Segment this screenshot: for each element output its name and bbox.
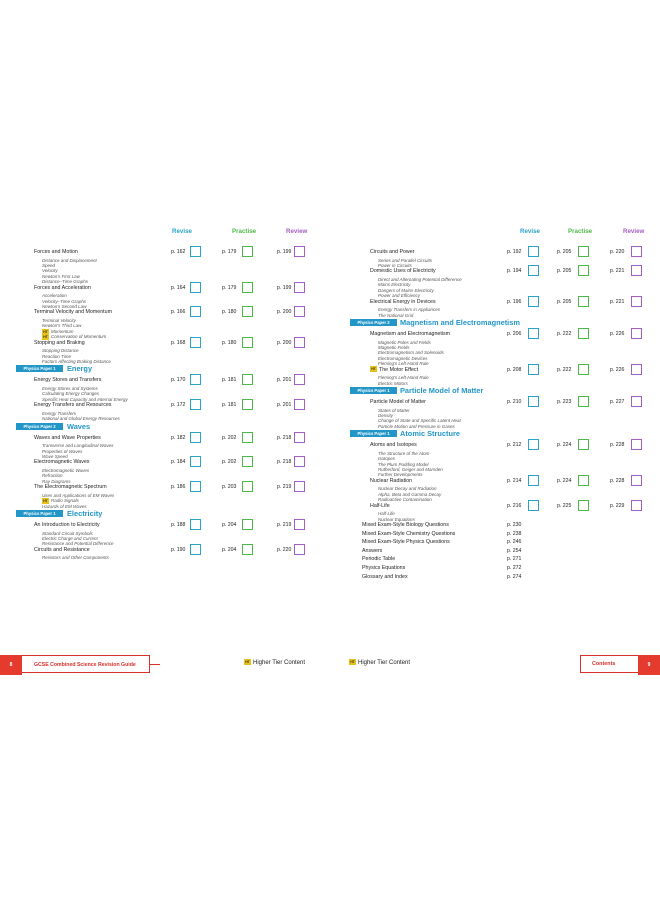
topic-label: Mixed Exam-Style Biology Questions [362,522,449,528]
topic-label: Waves and Wave Properties [34,434,101,441]
review-checkbox[interactable] [631,396,642,407]
appendix-item [342,538,660,546]
topic-item [342,267,660,275]
revise-checkbox[interactable] [190,337,201,348]
topic-item [342,441,660,449]
topic-item [12,248,330,256]
practise-checkbox[interactable] [578,396,589,407]
subtopic-label: Terminal Velocity [42,318,76,323]
review-checkbox[interactable] [631,246,642,257]
revise-checkbox[interactable] [190,456,201,467]
practise-checkbox[interactable] [242,544,253,555]
subtopic-label: Acceleration [42,293,67,299]
subtopic-label: Velocity–Time Graphs [42,298,87,304]
revise-page-ref: p. 210 [507,399,522,405]
paper-badge: Physics Paper 1 [350,387,397,394]
subtopic-item [12,554,330,562]
revise-checkbox[interactable] [190,374,201,385]
practise-page-ref: p. 179 [222,284,237,291]
subtopic-label: Reaction Time [42,353,71,359]
practise-checkbox[interactable] [578,439,589,450]
review-page-ref: p. 201 [277,402,292,409]
section-header [12,365,330,373]
topic-label: Nuclear Radiation [370,477,413,484]
review-page-ref: p. 219 [277,484,292,491]
subtopic-label: Distance–Time Graphs [42,279,88,285]
review-checkbox[interactable] [631,328,642,339]
subtopic-label: Fleming's Left-Hand Rule [378,375,429,381]
revise-checkbox[interactable] [190,282,201,293]
review-checkbox[interactable] [631,475,642,486]
section-title: Particle Model of Matter [400,386,484,395]
topic-label: Circuits and Power [370,249,415,255]
review-checkbox[interactable] [631,439,642,450]
subtopic-label: Transverse and Longitudinal Waves [42,443,114,449]
subtopic-label: Resistors and Other Components [42,555,109,561]
practise-page-ref: p. 204 [222,546,237,553]
subtopic-label: Refraction [42,473,63,479]
appendix-page-ref: p. 274 [507,573,522,580]
practise-checkbox[interactable] [578,328,589,339]
subtopic-label: Stopping Distance [42,348,79,354]
revise-page-ref: p. 164 [171,284,186,291]
section-header [12,423,330,431]
subtopic-label: Wave Speed [42,454,68,459]
paper-badge: Physics Paper 1 [16,510,63,517]
appendix-page-ref: p. 271 [507,556,522,563]
higher-tier-label: Higher Tier Content [253,660,306,666]
appendix-page-ref: p. 254 [507,547,522,554]
section-header [342,430,660,438]
topic-label: Particle Model of Matter [370,399,426,405]
subtopic-label: Electromagnetism and Solenoids [378,350,444,356]
higher-tier-key-right [349,658,410,668]
topic-label: Atoms and Isotopes [370,442,417,449]
review-checkbox[interactable] [631,364,642,375]
review-page-ref: p. 226 [610,366,625,373]
practise-checkbox[interactable] [242,337,253,348]
practise-page-ref: p. 203 [222,484,237,491]
practise-checkbox[interactable] [578,296,589,307]
topic-label: Mixed Exam-Style Chemistry Questions [362,530,456,537]
topic-item [12,308,330,316]
revise-checkbox[interactable] [528,396,539,407]
revise-checkbox[interactable] [190,432,201,443]
revise-page-ref: p. 172 [171,402,186,409]
review-header: Review [286,228,308,235]
subtopic-label: Electromagnetic Waves [42,468,90,473]
review-checkbox[interactable] [631,500,642,511]
practise-page-ref: p. 202 [222,434,237,441]
topic-label: Half-Life [370,502,390,509]
subtopic-label: States of Matter [378,407,410,413]
subtopic-label: Nuclear Decay and Radiation [378,486,437,492]
practise-page-ref: p. 205 [557,249,572,255]
topic-label: Electrical Energy in Devices [370,298,436,305]
subtopic-label: The Structure of the Atom [378,450,430,456]
topic-item [342,366,660,374]
subtopic-label: Half-Life [378,511,395,517]
page-number-right: 9 [638,655,660,675]
revise-page-ref: p. 212 [507,442,522,449]
revise-checkbox[interactable] [190,246,201,257]
practise-page-ref: p. 223 [557,399,572,405]
subtopic-label: Factors Affecting Braking Distance [42,359,111,364]
review-page-ref: p. 229 [610,502,625,509]
section-title: Waves [67,421,91,431]
subtopic-label: Series and Parallel Circuits [378,257,433,263]
subtopic-label: Isotopes [378,456,396,462]
revise-checkbox[interactable] [528,246,539,257]
practise-checkbox[interactable] [242,481,253,492]
revise-page-ref: p. 186 [171,484,186,491]
subtopic-label: Nuclear Equations [378,516,415,522]
topic-label: The Motor Effect [379,366,419,373]
practise-page-ref: p. 224 [557,442,572,449]
revise-page-ref: p. 208 [507,366,522,373]
higher-tier-key-left [244,658,305,668]
review-page-ref: p. 199 [277,284,292,291]
topic-item [342,248,660,256]
subtopic-label: The Plum Pudding Model [378,461,429,467]
revise-page-ref: p. 168 [171,339,186,346]
review-page-ref: p. 220 [610,249,625,255]
appendix-item [342,521,660,529]
review-checkbox[interactable] [294,306,305,317]
subtopic-label: Ray Diagrams [42,478,71,484]
subtopic-label: Distance and Displacement [42,257,97,263]
appendix-item [342,555,660,563]
subtopic-label: Conservation of Momentum [51,334,107,340]
revise-header: Revise [520,228,540,235]
topic-item [342,502,660,510]
subtopic-label: Properties of Waves [42,448,83,454]
revise-checkbox[interactable] [528,328,539,339]
revise-checkbox[interactable] [528,265,539,276]
subtopic-label: Momentum [51,328,74,334]
revise-checkbox[interactable] [528,296,539,307]
review-page-ref: p. 199 [277,249,292,255]
review-checkbox[interactable] [294,337,305,348]
practise-page-ref: p. 180 [222,339,237,346]
revise-page-ref: p. 190 [171,546,186,553]
higher-tier-icon: HT [245,660,250,665]
subtopic-label: Electric Motors [378,380,408,386]
practise-checkbox[interactable] [242,246,253,257]
topic-label: An Introduction to Electricity [34,522,100,528]
revise-checkbox[interactable] [528,364,539,375]
subtopic-label: Newton's Third Law [42,323,82,329]
subtopic-label: Specific Heat Capacity and Internal Energy [42,396,128,402]
practise-page-ref: p. 222 [557,366,572,373]
subtopic-label: Radioactive Contamination [378,497,432,503]
appendix-item [342,547,660,555]
practise-page-ref: p. 205 [557,268,572,275]
topic-item [12,483,330,491]
revise-page-ref: p. 206 [507,331,522,337]
practise-checkbox[interactable] [242,374,253,385]
subtopic-label: Speed [42,263,56,268]
topic-item [12,339,330,347]
review-checkbox[interactable] [294,246,305,257]
review-page-ref: p. 200 [277,309,292,316]
paper-badge: Physics Paper 1 [350,430,397,437]
topic-item [342,477,660,485]
paper-badge: Physics Paper 2 [16,423,63,430]
practise-page-ref: p. 225 [557,502,572,509]
paper-badge: Physics Paper 1 [16,365,63,372]
topic-label: Glossary and Index [362,573,408,580]
subtopic-label: Standard Circuit Symbols [42,530,93,536]
topic-label: Energy Stores and Transfers [34,377,102,384]
subtopic-label: Newton's Second Law [42,304,87,309]
review-checkbox[interactable] [294,519,305,530]
section-title: Electricity [67,509,103,518]
revise-checkbox[interactable] [528,500,539,511]
subtopic-label: The National Grid [378,312,414,318]
section-header [12,510,330,518]
topic-item [12,546,330,554]
contents-tab [580,655,660,675]
higher-tier-icon: HT [43,329,48,334]
subtopic-label: Velocity [42,268,58,274]
subtopic-label: Hazards of EM Waves [42,503,87,509]
review-checkbox[interactable] [294,282,305,293]
revise-checkbox[interactable] [190,519,201,530]
revise-page-ref: p. 214 [507,477,522,484]
subtopic-label: Change of State and Specific Latent Heat [378,418,461,424]
subtopic-label: Fleming's Left-Hand Rule [378,361,429,367]
practise-checkbox[interactable] [578,475,589,486]
review-checkbox[interactable] [294,481,305,492]
paper-badge: Physics Paper 2 [350,319,397,326]
subtopic-label: Particle Motion and Pressure in Gases [378,423,455,429]
subtopic-label: Energy Transfers [42,410,77,416]
subtopic-label: Energy Stores and Systems [42,386,98,391]
appendix-item [342,564,660,572]
topic-label: Electromagnetic Waves [34,459,90,466]
higher-tier-icon: HT [350,660,355,665]
practise-checkbox[interactable] [242,456,253,467]
practise-page-ref: p. 181 [222,377,237,384]
revise-page-ref: p. 184 [171,459,186,466]
section-title: Magnetism and Electromagnetism [400,318,520,327]
practise-header: Practise [568,228,593,235]
review-page-ref: p. 226 [610,331,625,337]
review-page-ref: p. 221 [610,268,625,275]
section-title: Energy [67,364,93,374]
subtopic-label: Uses and Applications of EM Waves [42,492,115,498]
appendix-item [342,530,660,538]
topic-item [342,398,660,406]
page-number-left: 8 [0,655,22,675]
subtopic-label: Calculating Energy Changes [42,391,100,397]
topic-item [12,284,330,292]
revise-checkbox[interactable] [190,481,201,492]
topic-label: Domestic Uses of Electricity [370,268,436,275]
topic-item [12,434,330,442]
review-checkbox[interactable] [294,432,305,443]
revise-page-ref: p. 192 [507,249,522,255]
section-header [342,319,660,327]
practise-page-ref: p. 181 [222,402,237,409]
topic-label: Magnetism and Electromagnetism [370,331,451,337]
subtopic-label: National and Global Energy Resources [42,416,120,422]
topic-item [12,401,330,409]
appendix-item [342,573,660,581]
topic-item [12,521,330,529]
subtopic-label: Electromagnetic Devices [378,355,428,361]
practise-page-ref: p. 222 [557,331,572,337]
topic-item [12,458,330,466]
review-page-ref: p. 218 [277,459,292,466]
review-checkbox[interactable] [294,456,305,467]
contents-page-right [342,228,660,668]
revise-page-ref: p. 196 [507,298,522,305]
topic-label: Answers [362,547,383,554]
topic-label: The Electromagnetic Spectrum [34,484,107,491]
practise-page-ref: p. 204 [222,522,237,528]
practise-checkbox[interactable] [242,306,253,317]
revise-checkbox[interactable] [190,306,201,317]
review-page-ref: p. 219 [277,522,292,528]
review-page-ref: p. 228 [610,477,625,484]
subtopic-label: Rutherford, Geiger and Marsden [378,467,443,472]
review-header: Review [623,228,645,235]
revise-page-ref: p. 166 [171,309,186,316]
contents-page-left [12,228,330,668]
revise-checkbox[interactable] [190,399,201,410]
topic-label: Terminal Velocity and Momentum [34,309,113,316]
subtopic-label: Electric Charge and Current [42,536,98,541]
appendix-page-ref: p. 272 [507,565,522,571]
subtopic-label: Resistance and Potential Difference [42,541,114,547]
topic-label: Stopping and Braking [34,339,85,346]
higher-tier-icon: HT [371,367,376,372]
appendix-page-ref: p. 246 [507,539,522,546]
topic-label: Forces and Motion [34,249,78,255]
practise-checkbox[interactable] [242,432,253,443]
subtopic-label: Mains Electricity [378,282,411,288]
practise-checkbox[interactable] [578,500,589,511]
subtopic-label: Newton's First Law [42,273,80,279]
topic-label: Physics Equations [362,565,406,571]
review-checkbox[interactable] [631,296,642,307]
revise-checkbox[interactable] [190,544,201,555]
subtopic-label: Radio Signals [51,498,79,504]
review-page-ref: p. 227 [610,399,625,405]
subtopic-label: Energy Transfers in Appliances [378,307,441,313]
review-page-ref: p. 200 [277,339,292,346]
practise-page-ref: p. 202 [222,459,237,466]
revise-checkbox[interactable] [528,439,539,450]
subtopic-label: Power and Efficiency [378,293,421,299]
review-page-ref: p. 228 [610,442,625,449]
revise-page-ref: p. 216 [507,502,522,509]
higher-tier-icon: HT [43,499,48,503]
topic-label: Energy Transfers and Resources [34,402,112,409]
practise-checkbox[interactable] [242,519,253,530]
review-page-ref: p. 218 [277,434,292,441]
revise-page-ref: p. 162 [171,249,186,255]
revise-page-ref: p. 188 [171,522,186,528]
revise-page-ref: p. 170 [171,377,186,384]
practise-checkbox[interactable] [242,399,253,410]
appendix-page-ref: p. 230 [507,522,522,528]
revise-page-ref: p. 182 [171,434,186,441]
practise-page-ref: p. 205 [557,298,572,305]
subtopic-label: Direct and Alternating Potential Difference [378,277,462,282]
review-page-ref: p. 221 [610,298,625,305]
review-checkbox[interactable] [631,265,642,276]
subtopic-label: Magnetic Poles and Fields [378,339,431,345]
subtopic-label: Further Developments [378,472,423,478]
topic-label: Mixed Exam-Style Physics Questions [362,539,450,546]
practise-checkbox[interactable] [578,364,589,375]
review-checkbox[interactable] [294,544,305,555]
practise-checkbox[interactable] [578,246,589,257]
topic-item [12,376,330,384]
topic-label: Periodic Table [362,556,396,563]
revise-checkbox[interactable] [528,475,539,486]
topic-label: Forces and Acceleration [34,284,91,291]
practise-page-ref: p. 180 [222,309,237,316]
review-page-ref: p. 220 [277,546,292,553]
practise-page-ref: p. 224 [557,477,572,484]
review-page-ref: p. 201 [277,377,292,384]
practise-checkbox[interactable] [242,282,253,293]
review-checkbox[interactable] [294,374,305,385]
subtopic-label: Alpha, Beta and Gamma Decay [378,491,442,497]
practise-header: Practise [232,228,257,235]
guide-title: GCSE Combined Science Revision Guide [22,655,150,673]
topic-item [342,298,660,306]
contents-label: Contents [592,661,616,667]
practise-checkbox[interactable] [578,265,589,276]
review-checkbox[interactable] [294,399,305,410]
revise-page-ref: p. 194 [507,268,522,275]
topic-label: Circuits and Resistance [34,546,90,553]
higher-tier-label: Higher Tier Content [358,660,411,666]
revise-header: Revise [172,228,192,235]
subtopic-label: Density [378,413,394,418]
practise-page-ref: p. 179 [222,249,237,255]
subtopic-label: Dangers of Mains Electricity [378,287,434,293]
higher-tier-icon: HT [43,335,48,339]
subtopic-label: Magnetic Fields [378,345,410,350]
appendix-page-ref: p. 238 [507,530,522,537]
section-header [342,387,660,395]
section-title: Atomic Structure [400,429,460,439]
topic-item [342,330,660,338]
subtopic-label: Power in Circuits [378,263,412,268]
